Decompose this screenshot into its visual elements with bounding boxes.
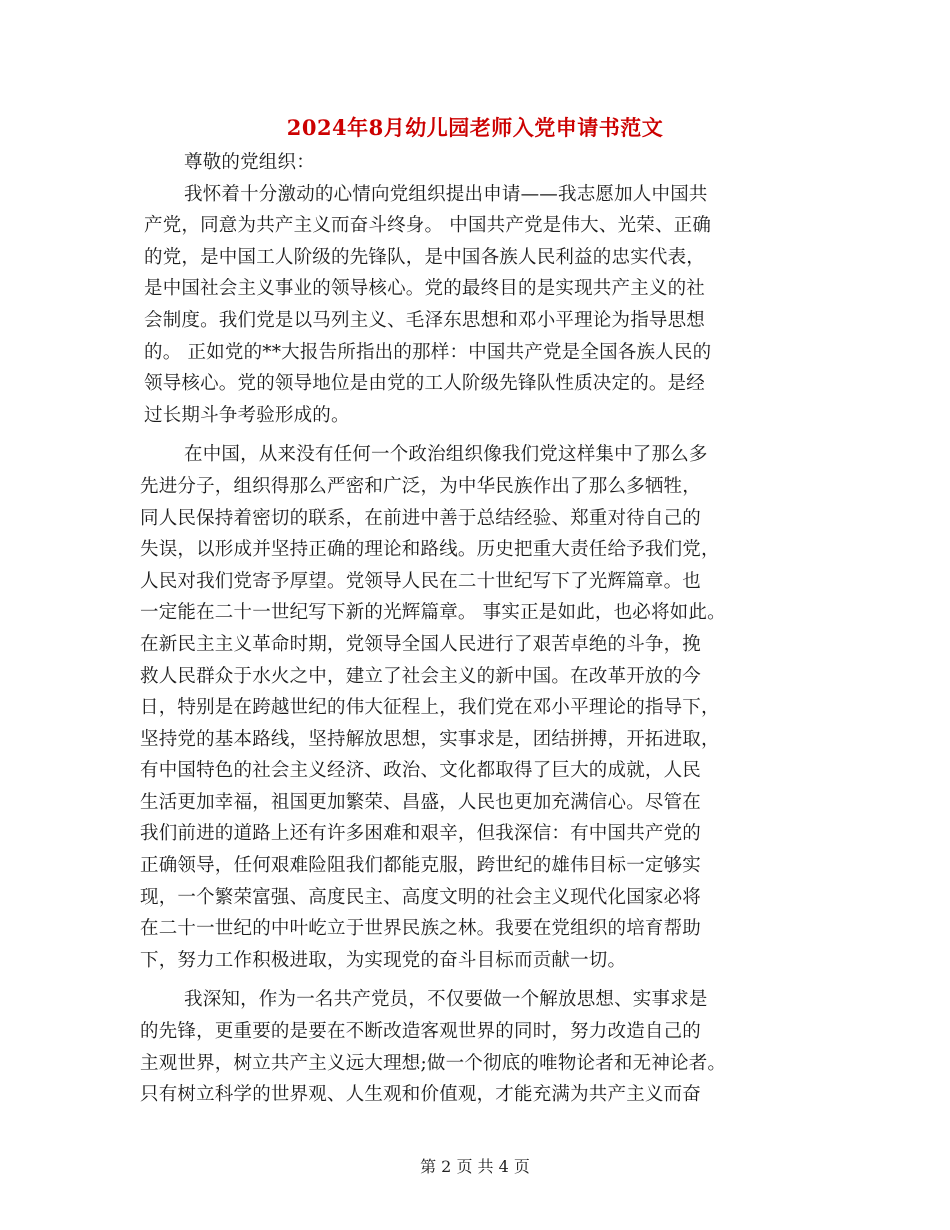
text-line: 在新民主主义革命时期，党领导全国人民进行了艰苦卓绝的斗争，挽 xyxy=(140,633,702,655)
text-line: 我们前进的道路上还有许多困难和艰辛，但我深信：有中国共产党的 xyxy=(140,823,702,845)
text-line: 现，一个繁荣富强、高度民主、高度文明的社会主义现代化国家必将 xyxy=(140,886,702,908)
text-line: 生活更加幸福，祖国更加繁荣、昌盛，人民也更加充满信心。尽管在 xyxy=(140,791,702,813)
paragraph-2 xyxy=(140,439,825,976)
text-line: 人民对我们党寄予厚望。党领导人民在二十世纪写下了光辉篇章。也 xyxy=(140,570,702,592)
text-line: 失误，以形成并坚持正确的理论和路线。历史把重大责任给予我们党， xyxy=(140,539,720,561)
text-line: 一定能在二十一世纪写下新的光辉篇章。 事实正是如此，也必将如此。 xyxy=(140,602,726,624)
text-line: 只有树立科学的世界观、人生观和价值观，才能充满为共产主义而奋 xyxy=(140,1084,702,1106)
document-title: 2024年8月幼儿园老师入党申请书范文 xyxy=(286,115,664,140)
text-line: 领导核心。党的领导地位是由党的工人阶级先锋队性质决定的。是经 xyxy=(144,373,706,395)
text-line: 我怀着十分激动的心情向党组织提出申请——我志愿加人中国共 xyxy=(184,183,708,205)
text-line: 在中国，从来没有任何一个政治组织像我们党这样集中了那么多 xyxy=(184,444,708,466)
text-line: 日，特别是在跨越世纪的伟大征程上，我们党在邓小平理论的指导下， xyxy=(140,697,720,719)
text-line: 正确领导，任何艰难险阻我们都能克服，跨世纪的雄伟目标一定够实 xyxy=(140,855,702,877)
text-line: 的先锋，更重要的是要在不断改造客观世界的同时，努力改造自己的 xyxy=(140,1021,702,1043)
text-line: 救人民群众于水火之中，建立了社会主义的新中国。在改革开放的今 xyxy=(140,665,702,687)
text-line: 的。 正如党的**大报告所指出的那样：中国共产党是全国各族人民的 xyxy=(144,341,712,363)
text-line: 我深知，作为一名共产党员，不仅要做一个解放思想、实事求是 xyxy=(184,989,708,1011)
text-line: 同人民保持着密切的联系，在前进中善于总结经验、郑重对待自己的 xyxy=(140,507,702,529)
text-line: 的党，是中国工人阶级的先锋队，是中国各族人民利益的忠实代表， xyxy=(144,246,706,268)
text-line: 产党，同意为共产主义而奋斗终身。 中国共产党是伟大、光荣、正确 xyxy=(144,215,712,237)
paragraph-1 xyxy=(140,179,825,432)
text-line: 在二十一世纪的中叶屹立于世界民族之林。我要在党组织的培育帮助 xyxy=(140,918,702,940)
page-footer: 第 2 页 共 4 页 xyxy=(420,1157,530,1176)
document-body xyxy=(140,147,825,1111)
text-line: 过长期斗争考验形成的。 xyxy=(144,404,350,426)
text-line: 有中国特色的社会主义经济、政治、文化都取得了巨大的成就，人民 xyxy=(140,760,702,782)
text-line: 坚持党的基本路线，坚持解放思想，实事求是，团结拼搏，开拓进取， xyxy=(140,728,720,750)
text-line: 下，努力工作积极进取，为实现党的奋斗目标而贡献一切。 xyxy=(140,949,627,971)
text-line: 先进分子，组织得那么严密和广泛，为中华民族作出了那么多牺牲， xyxy=(140,475,702,497)
text-line: 会制度。我们党是以马列主义、毛泽东思想和邓小平理论为指导思想 xyxy=(144,309,706,331)
salutation: 尊敬的党组织： xyxy=(184,152,315,173)
text-line: 主观世界，树立共产主义远大理想;做一个彻底的唯物论者和无神论者。 xyxy=(140,1052,727,1074)
paragraph-3 xyxy=(140,984,825,1110)
text-line: 是中国社会主义事业的领导核心。党的最终目的是实现共产主义的社 xyxy=(144,278,706,300)
